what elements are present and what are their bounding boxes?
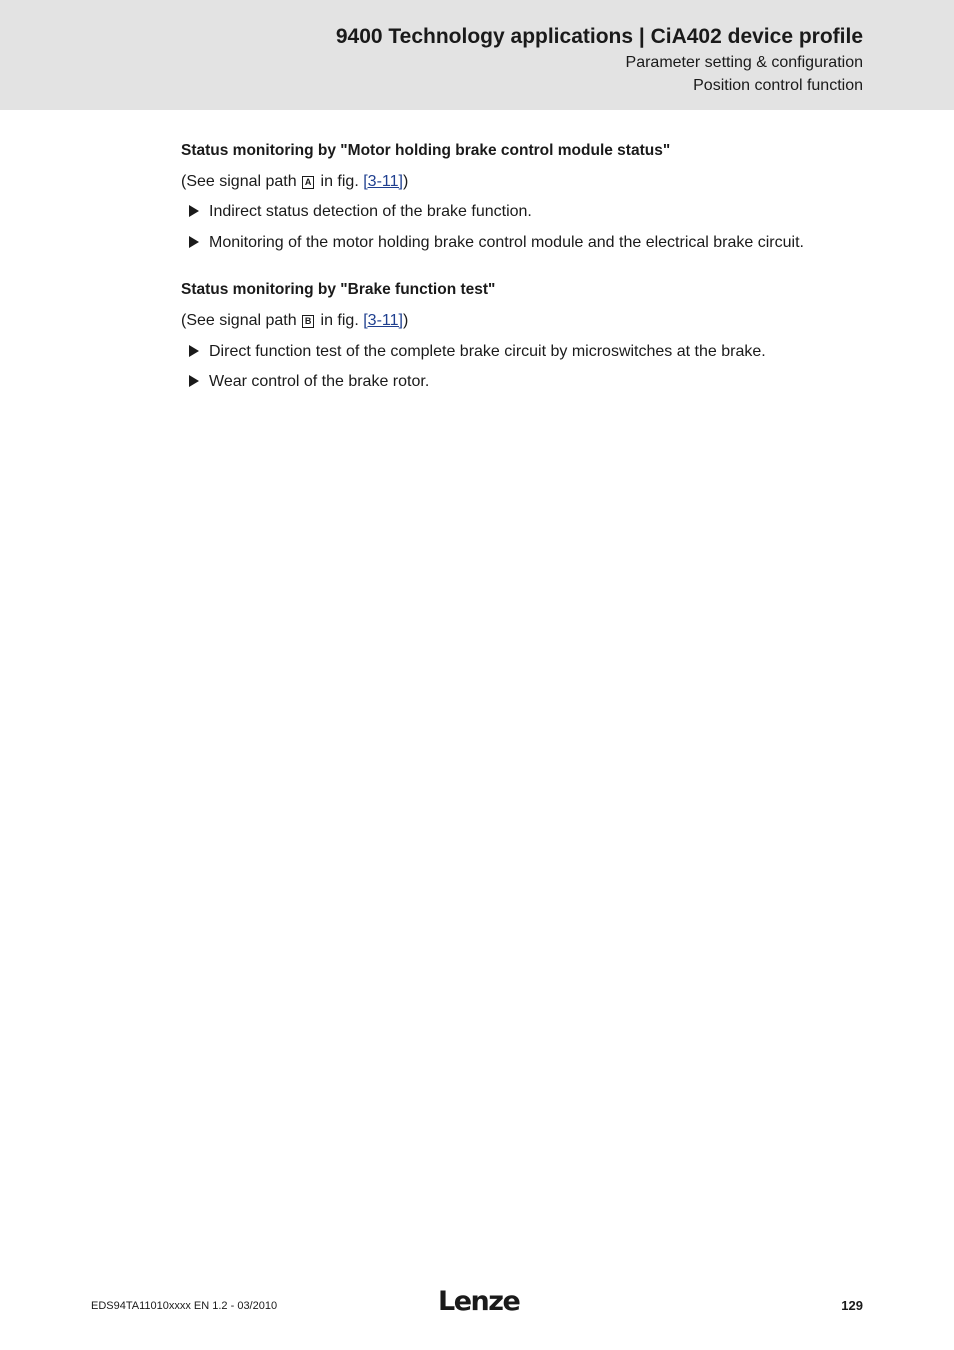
page-number: 129 — [841, 1298, 863, 1313]
reference-mid: in fig. — [316, 173, 364, 190]
figure-link[interactable]: [3-11] — [363, 173, 403, 190]
reference-prefix: (See signal path — [181, 173, 302, 190]
list-item — [189, 234, 804, 252]
signal-path-marker: A — [302, 176, 314, 189]
signal-path-marker: B — [302, 315, 314, 328]
list-item-text: Wear control of the brake rotor. — [209, 373, 430, 390]
lenze-logo: Lenze — [438, 1286, 520, 1317]
list-item-text: Indirect status detection of the brake function. — [209, 203, 532, 220]
signal-path-reference — [181, 173, 408, 191]
section-title: Position control function — [693, 77, 863, 94]
list-item — [189, 373, 429, 391]
reference-mid: in fig. — [316, 312, 364, 329]
reference-suffix: ) — [402, 173, 409, 190]
bullet-triangle-icon — [189, 236, 199, 248]
bullet-triangle-icon — [189, 205, 199, 217]
document-id: EDS94TA11010xxxx EN 1.2 - 03/2010 — [91, 1300, 278, 1312]
section-heading: Status monitoring by "Motor holding brake control module status" — [181, 142, 671, 159]
figure-link[interactable]: [3-11] — [363, 312, 403, 329]
list-item — [189, 203, 532, 221]
reference-prefix: (See signal path — [181, 312, 302, 329]
list-item — [189, 343, 766, 361]
page-header — [0, 0, 954, 110]
bullet-triangle-icon — [189, 375, 199, 387]
document-title: 9400 Technology applications | CiA402 device profile — [335, 25, 863, 48]
section-heading: Status monitoring by "Brake function test" — [181, 281, 496, 298]
list-item-text: Direct function test of the complete brake circuit by microswitches at the brake. — [209, 343, 766, 360]
signal-path-reference — [181, 312, 408, 330]
chapter-title: Parameter setting & configuration — [625, 54, 863, 71]
bullet-triangle-icon — [189, 345, 199, 357]
list-item-text: Monitoring of the motor holding brake control module and the electrical brake circuit. — [209, 234, 804, 251]
reference-suffix: ) — [402, 312, 409, 329]
